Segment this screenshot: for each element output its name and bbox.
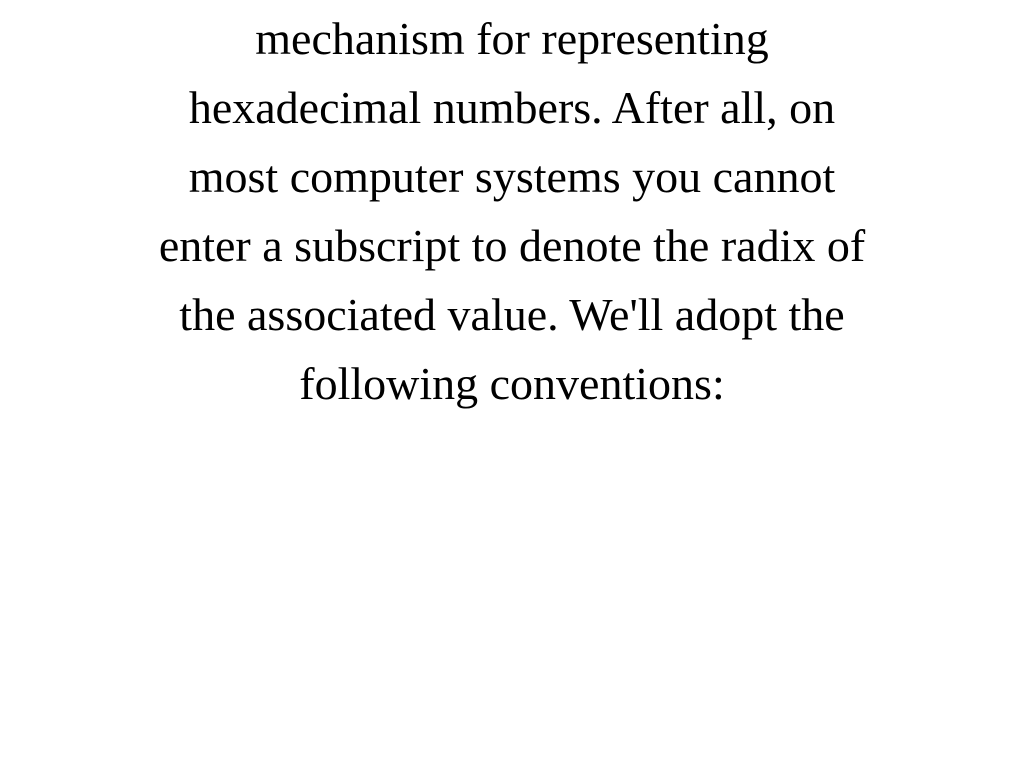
paragraph-line: most computer systems you cannot — [188, 151, 836, 202]
paragraph-line: the associated value. We'll adopt the — [179, 289, 845, 340]
body-paragraph — [40, 4, 984, 418]
paragraph-line: following conventions: — [299, 358, 725, 409]
paragraph-line: mechanism for representing — [255, 13, 769, 64]
paragraph-line: enter a subscript to denote the radix of — [158, 220, 866, 271]
paragraph-line: hexadecimal numbers. After all, on — [188, 82, 836, 133]
